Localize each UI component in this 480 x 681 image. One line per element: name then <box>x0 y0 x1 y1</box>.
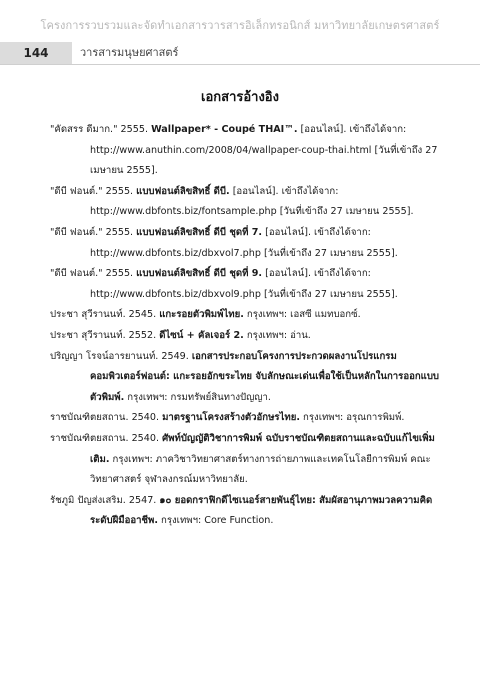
watermark-text: โครงการรวบรวมและจัดทำเอกสารวารสารอิเล็กทรอนิกส์ มหาวิทยาลัยเกษตรศาสตร์ <box>40 19 440 32</box>
reference-author: รัชภูมิ ปัญส่งเสริม. 2547. <box>50 494 160 506</box>
reference-author: "คัดสรร ดีมาก." 2555. <box>50 124 152 135</box>
reference-title: ศัพท์บัญญัติวิชาการพิมพ์ ฉบับราชบัณฑิตยสถานและฉบับแก้ไขเพิ่มเติม. <box>90 432 435 465</box>
reference-item <box>50 305 445 326</box>
reference-item <box>50 347 445 409</box>
reference-source: [ออนไลน์]. เข้าถึงได้จาก: http://www.dbfonts.biz/fontsample.php [วันที่เข้าถึง 27 เมษายน 2555]. <box>90 185 414 218</box>
reference-source: [ออนไลน์]. เข้าถึงได้จาก: http://www.anuthin.com/2008/04/wallpaper-coup-thai.html [วันที่เข้าถึง 27 เมษายน 2555]. <box>90 124 438 177</box>
reference-title: ๑๐ ยอดกราฟิกดีไซเนอร์สายพันธุ์ไทย: สัมผัสอานุภาพมวลความคิดระดับฝีมืออาชีพ. <box>90 494 433 527</box>
reference-source: กรุงเทพฯ: อรุณการพิมพ์. <box>300 412 405 424</box>
reference-title: แบบฟอนต์ลิขสิทธิ์ ดีบี. <box>136 185 230 197</box>
reference-author: "ดีบี ฟอนต์." 2555. <box>50 226 137 238</box>
reference-source: กรุงเทพฯ: อ่าน. <box>243 329 311 341</box>
reference-author: ราชบัณฑิตยสถาน. 2540. <box>50 412 163 424</box>
reference-item <box>50 264 445 305</box>
reference-title: แบบฟอนต์ลิขสิทธิ์ ดีบี ชุดที่ 9. <box>136 268 263 280</box>
reference-author: "ดีบี ฟอนต์." 2555. <box>50 268 137 280</box>
reference-author: "ดีบี ฟอนต์." 2555. <box>50 185 137 197</box>
reference-item <box>50 326 445 347</box>
reference-item <box>50 408 445 429</box>
reference-source: [ออนไลน์]. เข้าถึงได้จาก: http://www.dbfonts.biz/dbxvol9.php [วันที่เข้าถึง 27 เมษายน 2555]. <box>90 268 398 300</box>
reference-author: ปริญญา โรจน์อารยานนท์. 2549. <box>50 350 192 362</box>
page-header <box>0 42 480 65</box>
reference-title: มาตรฐานโครงสร้างตัวอักษรไทย. <box>162 412 300 424</box>
reference-title: เอกสารประกอบโครงการประกวดผลงานโปรแกรมคอมพิวเตอร์ฟอนต์: แกะรอยอักขระไทย จับลักษณะเด่นเพื่อใช้เป็นหลักในการออกแบบตัวพิมพ์. <box>90 350 440 403</box>
reference-source: กรุงเทพฯ: Core Function. <box>157 515 274 527</box>
reference-item <box>50 429 445 491</box>
page-number: 144 <box>0 42 72 64</box>
reference-item <box>50 120 445 182</box>
reference-author: ประชา สุวีรานนท์. 2545. <box>50 309 160 321</box>
journal-name: วารสารมนุษยศาสตร์ <box>80 46 179 59</box>
reference-title: ดีไซน์ + คัลเจอร์ 2. <box>159 329 244 341</box>
reference-item <box>50 182 445 223</box>
references-title: เอกสารอ้างอิง <box>201 90 279 105</box>
reference-item <box>50 491 445 532</box>
reference-source: กรุงเทพฯ: กรมทรัพย์สินทางปัญญา. <box>124 391 271 403</box>
reference-title: แบบฟอนต์ลิขสิทธิ์ ดีบี ชุดที่ 7. <box>136 226 263 238</box>
reference-title: Wallpaper* - Coupé THAI™. <box>151 124 298 135</box>
references-list <box>50 120 445 532</box>
reference-title: แกะรอยตัวพิมพ์ไทย. <box>159 309 244 321</box>
reference-source: [ออนไลน์]. เข้าถึงได้จาก: http://www.dbfonts.biz/dbxvol7.php [วันที่เข้าถึง 27 เมษายน 2555]. <box>90 226 398 259</box>
reference-author: ประชา สุวีรานนท์. 2552. <box>50 329 160 341</box>
reference-author: ราชบัณฑิตยสถาน. 2540. <box>50 432 163 444</box>
reference-item <box>50 223 445 264</box>
reference-source: กรุงเทพฯ: ภาควิชาวิทยาศาสตร์ทางการถ่ายภาพและเทคโนโลยีการพิมพ์ คณะวิทยาศาสตร์ จุฬาลงกรณ์มหาวิทยาลัย. <box>90 453 431 486</box>
reference-source: กรุงเทพฯ: เอสซี แมทบอกซ์. <box>243 309 361 321</box>
